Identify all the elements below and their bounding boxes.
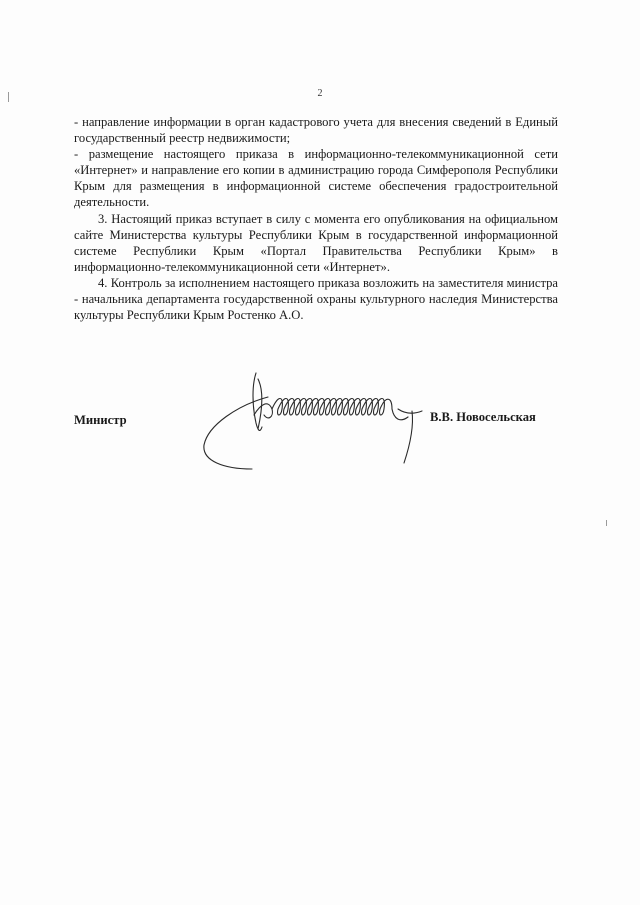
paragraph-entry-into-force: 3. Настоящий приказ вступает в силу с момента его опубликования на официальном сайте Министерства культуры Республики Крым в государственной информационной системе Республики Крым «Портал Правительства Республики Крым» в информационно-телекоммуникационной сети «Интернет». [74, 211, 558, 274]
paragraph-cadastral: - направление информации в орган кадастрового учета для внесения сведений в Единый государственный реестр недвижимости; [74, 115, 558, 146]
paragraph-control: 4. Контроль за исполнением настоящего приказа возложить на заместителя министра - начальника департамента государственной охраны культурного наследия Министерства культуры Республики Крым Ростенко А.О. [74, 275, 558, 323]
paragraph-publication-internet: - размещение настоящего приказа в информационно-телекоммуникационной сети «Интернет» и направление его копии в администрацию города Симферополя Республики Крым для размещения в информационной системе обеспечения градостроительной деятельности. [74, 147, 558, 210]
scan-artifact [606, 520, 607, 526]
signer-position: Министр [74, 413, 127, 427]
page-number: 2 [317, 88, 323, 99]
order-text [74, 114, 558, 323]
handwritten-signature [198, 365, 438, 477]
signer-name: В.В. Новосельская [430, 410, 536, 424]
